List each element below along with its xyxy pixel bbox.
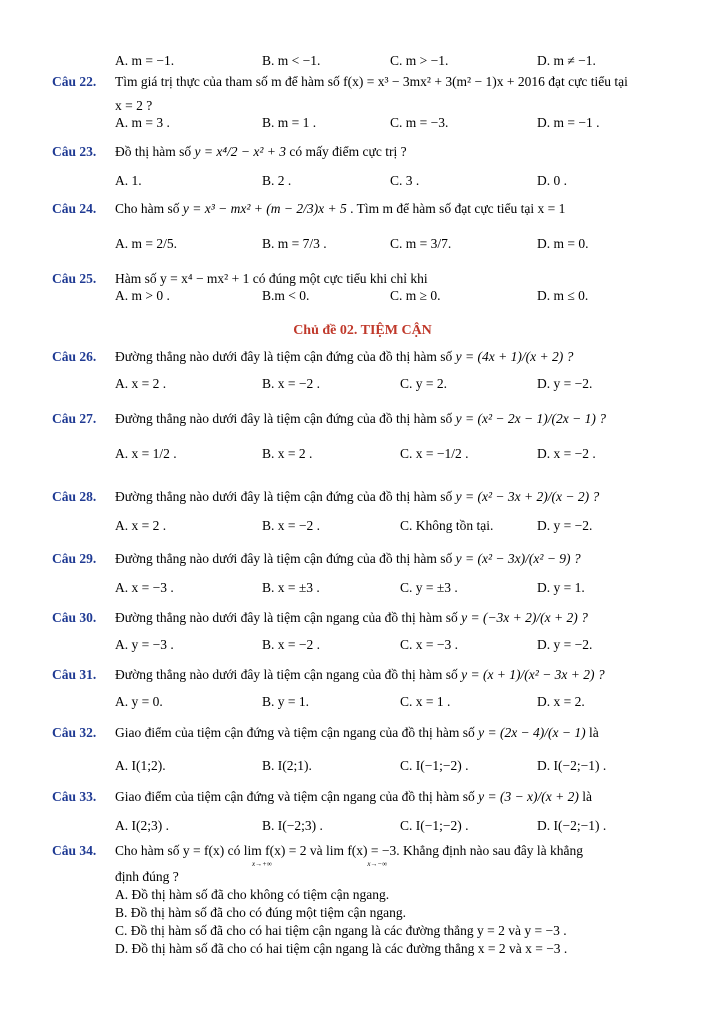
options-row	[115, 637, 692, 657]
option-c: C. x = −1/2 .	[400, 446, 469, 461]
question-text: Đường thẳng nào dưới đây là tiệm cận đứng của đồ thị hàm số	[115, 551, 453, 566]
question-number: Câu 23.	[52, 144, 97, 159]
option-b: B. x = 2 .	[262, 446, 313, 461]
option-b: B. m < −1.	[262, 53, 321, 68]
question-text: Đường thẳng nào dưới đây là tiệm cận đứng của đồ thị hàm số	[115, 411, 453, 426]
option-c: C. m ≥ 0.	[390, 288, 441, 303]
formula: y = x⁴/2 − x² + 3	[194, 144, 287, 159]
question-text: Cho hàm số y = f(x) có lim f(x) = 2 và lim f(x) = −3. Khẳng định nào sau đây là khẳng	[115, 843, 583, 858]
question-text-2: có mấy điểm cực trị ?	[289, 144, 407, 159]
option-c: C. Đồ thị hàm số đã cho có hai tiệm cận ngang là các đường thẳng y = 2 và y = −3 .	[115, 923, 567, 938]
option-a: A. I(1;2).	[115, 758, 166, 773]
question-text: Đường thẳng nào dưới đây là tiệm cận ngang của đồ thị hàm số	[115, 667, 458, 682]
question-24	[52, 200, 692, 256]
option-b: B. Đồ thị hàm số đã cho có đúng một tiệm cận ngang.	[115, 905, 406, 920]
options-row	[115, 236, 692, 256]
options-row	[115, 53, 692, 73]
option-c: C. y = 2.	[400, 376, 447, 391]
option-d: D. I(−2;−1) .	[537, 758, 607, 773]
option-a: A. m > 0 .	[115, 288, 170, 303]
option-b: B. I(2;1).	[262, 758, 312, 773]
question-number: Câu 25.	[52, 271, 97, 286]
option-b: B. m = 1 .	[262, 115, 317, 130]
options-row	[115, 818, 692, 838]
formula: y = (x + 1)/(x² − 3x + 2) ?	[461, 667, 605, 682]
option-b: B. x = −2 .	[262, 376, 320, 391]
formula: y = (x² − 2x − 1)/(2x − 1) ?	[455, 411, 606, 426]
option-c: C. m > −1.	[390, 53, 449, 68]
option-b: B. m = 7/3 .	[262, 236, 327, 251]
question-text: Tìm giá trị thực của tham số m để hàm số f(x) = x³ − 3mx² + 3(m² − 1)x + 2016 đạt cực tiểu tại	[115, 74, 628, 89]
option-c: C. x = 1 .	[400, 694, 451, 709]
options-row	[115, 288, 692, 308]
option-c: C. y = ±3 .	[400, 580, 458, 595]
options-row	[115, 694, 692, 714]
question-text: Hàm số y = x⁴ − mx² + 1 có đúng một cực tiểu khi chỉ khi	[115, 271, 428, 286]
option-d: D. x = 2.	[537, 694, 585, 709]
option-d: D. m ≤ 0.	[537, 288, 589, 303]
option-a: A. m = −1.	[115, 53, 175, 68]
option-a: A. x = 2 .	[115, 376, 167, 391]
question-29	[52, 550, 692, 600]
formula: y = (2x − 4)/(x − 1)	[478, 725, 586, 740]
option-a: A. y = −3 .	[115, 637, 174, 652]
option-d: D. Đồ thị hàm số đã cho có hai tiệm cận ngang là các đường thẳng x = 2 và x = −3 .	[115, 941, 568, 956]
option-b: B. y = 1.	[262, 694, 309, 709]
question-text: Đường thẳng nào dưới đây là tiệm cận đứng của đồ thị hàm số	[115, 489, 453, 504]
option-c: C. m = 3/7.	[390, 236, 452, 251]
question-number: Câu 31.	[52, 667, 97, 682]
option-d: D. y = −2.	[537, 376, 593, 391]
option-b: B. x = −2 .	[262, 518, 320, 533]
question-number: Câu 34.	[52, 843, 97, 858]
options-row	[115, 446, 692, 466]
question-number: Câu 30.	[52, 610, 97, 625]
option-d: D. m = −1 .	[537, 115, 600, 130]
option-d: D. y = −2.	[537, 518, 593, 533]
option-a: A. x = −3 .	[115, 580, 174, 595]
question-text: Đường thẳng nào dưới đây là tiệm cận đứng của đồ thị hàm số	[115, 349, 453, 364]
limit-2-subscript: x→−∞	[367, 860, 388, 868]
option-d: D. m ≠ −1.	[537, 53, 596, 68]
option-c: C. x = −3 .	[400, 637, 458, 652]
question-25	[52, 270, 692, 308]
question-text: Giao điểm của tiệm cận đứng và tiệm cận ngang của đồ thị hàm số	[115, 725, 475, 740]
question-number: Câu 24.	[52, 201, 97, 216]
option-b: B. x = −2 .	[262, 637, 320, 652]
question-text-2: . Tìm m để hàm số đạt cực tiểu tại x = 1	[350, 201, 566, 216]
question-27	[52, 410, 692, 466]
question-33	[52, 788, 692, 838]
option-c: C. 3 .	[390, 173, 420, 188]
limit-1-subscript: x→+∞	[252, 860, 272, 868]
option-a: A. y = 0.	[115, 694, 163, 709]
options-row	[115, 518, 692, 538]
formula: y = (3 − x)/(x + 2)	[478, 789, 579, 804]
formula: y = (x² − 3x)/(x² − 9) ?	[455, 551, 581, 566]
question-text-continued: định đúng ?	[115, 869, 179, 884]
question-text-2: là	[589, 725, 599, 740]
question-text: Đồ thị hàm số	[115, 144, 192, 159]
formula: y = (−3x + 2)/(x + 2) ?	[461, 610, 588, 625]
question-number: Câu 26.	[52, 349, 97, 364]
section-title: Chủ đề 02. TIỆM CẬN	[293, 323, 432, 338]
option-d: D. 0 .	[537, 173, 567, 188]
option-c: C. I(−1;−2) .	[400, 818, 469, 833]
question-number: Câu 22.	[52, 74, 97, 89]
option-d: D. y = 1.	[537, 580, 585, 595]
options-row	[115, 115, 692, 135]
formula: y = x³ − mx² + (m − 2/3)x + 5	[182, 201, 347, 216]
question-32	[52, 724, 692, 778]
option-d: D. m = 0.	[537, 236, 589, 251]
option-a: A. 1.	[115, 173, 142, 188]
option-a: A. x = 2 .	[115, 518, 167, 533]
question-text: Giao điểm của tiệm cận đứng và tiệm cận ngang của đồ thị hàm số	[115, 789, 475, 804]
question-text: Đường thẳng nào dưới đây là tiệm cận ngang của đồ thị hàm số	[115, 610, 458, 625]
option-b: B. I(−2;3) .	[262, 818, 323, 833]
question-21-options	[52, 53, 692, 73]
question-text: Cho hàm số	[115, 201, 180, 216]
question-34	[52, 842, 692, 958]
limit-subscripts	[252, 860, 692, 868]
question-30	[52, 609, 692, 657]
question-text-2: là	[582, 789, 593, 804]
option-a: A. I(2;3) .	[115, 818, 169, 833]
option-c: C. I(−1;−2) .	[400, 758, 469, 773]
question-23	[52, 143, 692, 193]
options-row	[115, 758, 692, 778]
question-26	[52, 348, 692, 396]
question-number: Câu 27.	[52, 411, 97, 426]
option-d: D. I(−2;−1) .	[537, 818, 607, 833]
options-row	[115, 173, 692, 193]
option-a: A. x = 1/2 .	[115, 446, 177, 461]
question-number: Câu 28.	[52, 489, 97, 504]
question-number: Câu 33.	[52, 789, 97, 804]
option-b: B. 2 .	[262, 173, 292, 188]
question-number: Câu 29.	[52, 551, 97, 566]
option-b: B.m < 0.	[262, 288, 310, 303]
question-31	[52, 666, 692, 714]
question-28	[52, 488, 692, 538]
formula: y = (4x + 1)/(x + 2) ?	[455, 349, 574, 364]
question-number: Câu 32.	[52, 725, 97, 740]
option-a: A. Đồ thị hàm số đã cho không có tiệm cận ngang.	[115, 887, 390, 902]
question-text-continued: x = 2 ?	[115, 98, 153, 113]
option-a: A. m = 2/5.	[115, 236, 177, 251]
option-d: D. y = −2.	[537, 637, 593, 652]
option-c: C. m = −3.	[390, 115, 449, 130]
option-d: D. x = −2 .	[537, 446, 596, 461]
options-row	[115, 376, 692, 396]
options-row	[115, 580, 692, 600]
option-a: A. m = 3 .	[115, 115, 170, 130]
option-c: C. Không tồn tại.	[400, 518, 494, 533]
question-22	[52, 73, 692, 135]
option-b: B. x = ±3 .	[262, 580, 320, 595]
formula: y = (x² − 3x + 2)/(x − 2) ?	[455, 489, 600, 504]
